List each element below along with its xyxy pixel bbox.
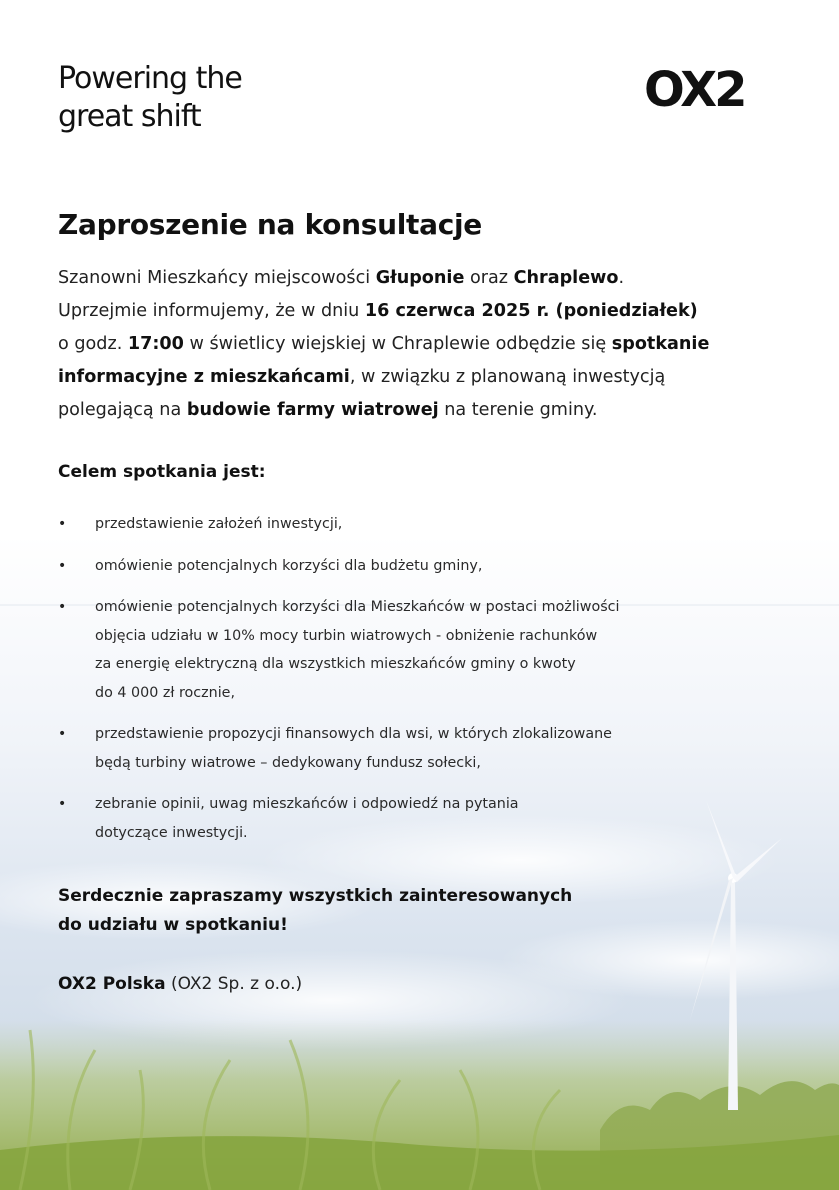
ox2-logo bbox=[644, 60, 770, 114]
list-item-line: omówienie potencjalnych korzyści dla budżetu gminy, bbox=[95, 557, 483, 574]
list-item-line: będą turbiny wiatrowe – dedykowany fundusz sołecki, bbox=[95, 754, 481, 771]
tagline-line1: Powering the bbox=[58, 61, 242, 96]
tagline-line2: great shift bbox=[58, 99, 201, 134]
intro-time: 17:00 bbox=[127, 334, 184, 354]
intro-paragraph bbox=[58, 262, 758, 427]
logo-text: OX2 bbox=[644, 62, 745, 114]
intro-text: oraz bbox=[464, 268, 514, 288]
signature-name: OX2 Polska bbox=[58, 974, 166, 994]
list-item-line: zebranie opinii, uwag mieszkańców i odpowiedź na pytania bbox=[95, 796, 519, 812]
bullet-icon: • bbox=[58, 599, 67, 615]
signature bbox=[58, 974, 302, 994]
list-item-line: przedstawienie propozycji finansowych dla wsi, w których zlokalizowane bbox=[95, 726, 612, 742]
bullet-icon: • bbox=[58, 516, 67, 532]
intro-event: spotkanie bbox=[611, 334, 710, 354]
closing-line: Serdecznie zapraszamy wszystkich zainteresowanych bbox=[58, 886, 573, 906]
list-item bbox=[58, 552, 678, 581]
intro-text: na terenie gminy. bbox=[438, 400, 598, 420]
goals-list bbox=[58, 510, 678, 860]
intro-date: 16 czerwca 2025 r. (poniedziałek) bbox=[364, 301, 698, 321]
list-item bbox=[58, 720, 678, 777]
bullet-icon: • bbox=[58, 557, 67, 574]
intro-text: o godz. bbox=[58, 334, 128, 354]
signature-detail: (OX2 Sp. z o.o.) bbox=[165, 974, 303, 994]
tagline bbox=[58, 60, 242, 136]
intro-village-1: Głuponie bbox=[375, 268, 465, 288]
intro-text: w świetlicy wiejskiej w Chraplewie odbędzie się bbox=[183, 334, 612, 354]
bullet-icon: • bbox=[58, 726, 67, 742]
list-item-line: do 4 000 zł rocznie, bbox=[95, 684, 236, 701]
list-item-line: dotyczące inwestycji. bbox=[95, 824, 248, 841]
list-item bbox=[58, 593, 678, 707]
list-item-line: objęcia udziału w 10% mocy turbin wiatrowych - obniżenie rachunków bbox=[95, 627, 598, 644]
list-item bbox=[58, 790, 678, 847]
list-item-line: za energię elektryczną dla wszystkich mieszkańców gminy o kwoty bbox=[95, 656, 576, 672]
closing-line: do udziału w spotkaniu! bbox=[58, 915, 288, 935]
intro-investment: budowie farmy wiatrowej bbox=[186, 400, 439, 420]
intro-text: Szanowni Mieszkańcy miejscowości bbox=[58, 268, 376, 288]
intro-village-2: Chraplewo bbox=[513, 268, 619, 288]
intro-text: , w związku z planowaną inwestycją bbox=[349, 367, 666, 387]
intro-text: Uprzejmie informujemy, że w dniu bbox=[58, 301, 365, 321]
intro-text: . bbox=[618, 268, 625, 288]
list-item-line: przedstawienie założeń inwestycji, bbox=[95, 516, 343, 532]
page-title: Zaproszenie na konsultacje bbox=[58, 208, 482, 241]
goals-heading: Celem spotkania jest: bbox=[58, 462, 266, 482]
bullet-icon: • bbox=[58, 796, 67, 812]
list-item bbox=[58, 510, 678, 539]
list-item-line: omówienie potencjalnych korzyści dla Mieszkańców w postaci możliwości bbox=[95, 599, 620, 615]
intro-event: informacyjne z mieszkańcami bbox=[58, 367, 350, 387]
closing-invitation bbox=[58, 882, 572, 940]
intro-text: polegającą na bbox=[58, 400, 187, 420]
